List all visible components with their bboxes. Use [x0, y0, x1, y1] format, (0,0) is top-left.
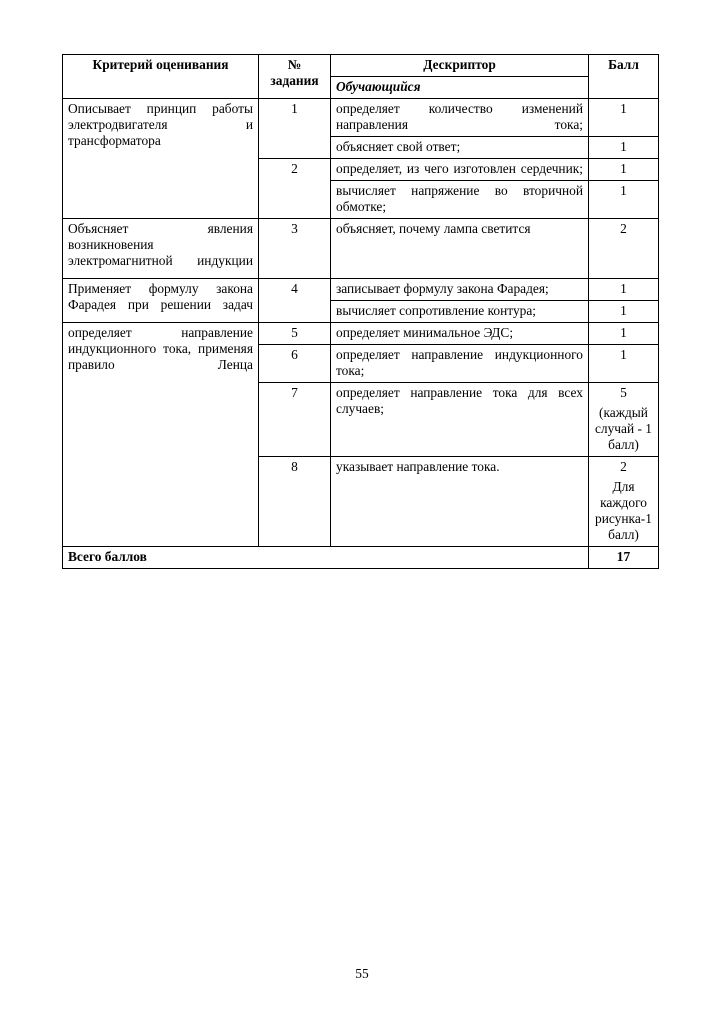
descriptor-cell: объясняет, почему лампа светится	[331, 219, 589, 279]
score-note: (каждый случай - 1 балл)	[594, 405, 652, 452]
table-row	[63, 323, 659, 345]
criterion-cell: определяет направление индукционного тока, применяя правило Ленца	[63, 323, 259, 547]
descriptor-cell: определяет минимальное ЭДС;	[331, 323, 589, 345]
task-number-cell: 8	[259, 457, 331, 547]
total-label: Всего баллов	[63, 547, 589, 569]
task-number-cell: 2	[259, 159, 331, 219]
criterion-cell: Применяет формулу закона Фарадея при решении задач	[63, 279, 259, 323]
score-cell	[589, 457, 659, 547]
page-number: 55	[355, 966, 369, 981]
header-score: Балл	[589, 55, 659, 99]
task-number-cell: 3	[259, 219, 331, 279]
score-cell: 1	[589, 159, 659, 181]
score-cell	[589, 383, 659, 457]
score-cell: 1	[589, 301, 659, 323]
score-cell: 1	[589, 323, 659, 345]
descriptor-cell: вычисляет напряжение во вторичной обмотке;	[331, 181, 589, 219]
score-cell: 1	[589, 137, 659, 159]
header-descriptor: Дескриптор	[331, 55, 589, 77]
task-number-cell: 7	[259, 383, 331, 457]
descriptor-cell: указывает направление тока.	[331, 457, 589, 547]
header-criterion: Критерий оценивания	[63, 55, 259, 99]
descriptor-cell: вычисляет сопротивление контура;	[331, 301, 589, 323]
descriptor-cell: определяет, из чего изготовлен сердечник;	[331, 159, 589, 181]
descriptor-cell: определяет количество изменений направления тока;	[331, 99, 589, 137]
score-cell: 1	[589, 181, 659, 219]
criterion-cell: Объясняет явления возникновения электромагнитной индукции	[63, 219, 259, 279]
assessment-table	[62, 54, 659, 569]
task-number-cell: 6	[259, 345, 331, 383]
criterion-cell: Описывает принцип работы электродвигателя и трансформатора	[63, 99, 259, 219]
task-number-cell: 5	[259, 323, 331, 345]
total-score: 17	[589, 547, 659, 569]
score-note: Для каждого рисунка-1 балл)	[595, 479, 652, 542]
score-cell: 1	[589, 99, 659, 137]
descriptor-cell: определяет направление индукционного тока;	[331, 345, 589, 383]
score-value: 5	[620, 385, 627, 400]
score-cell: 1	[589, 345, 659, 383]
descriptor-cell: определяет направление тока для всех случаев;	[331, 383, 589, 457]
table-row	[63, 219, 659, 279]
total-row	[63, 547, 659, 569]
score-cell: 2	[589, 219, 659, 279]
score-value: 2	[620, 459, 627, 474]
header-descriptor-sub: Обучающийся	[331, 77, 589, 99]
score-cell: 1	[589, 279, 659, 301]
table-row	[63, 99, 659, 137]
table-header-row	[63, 55, 659, 77]
task-number-cell: 4	[259, 279, 331, 323]
descriptor-cell: записывает формулу закона Фарадея;	[331, 279, 589, 301]
header-task-number: № задания	[259, 55, 331, 99]
table-row	[63, 279, 659, 301]
task-number-cell: 1	[259, 99, 331, 159]
descriptor-cell: объясняет свой ответ;	[331, 137, 589, 159]
